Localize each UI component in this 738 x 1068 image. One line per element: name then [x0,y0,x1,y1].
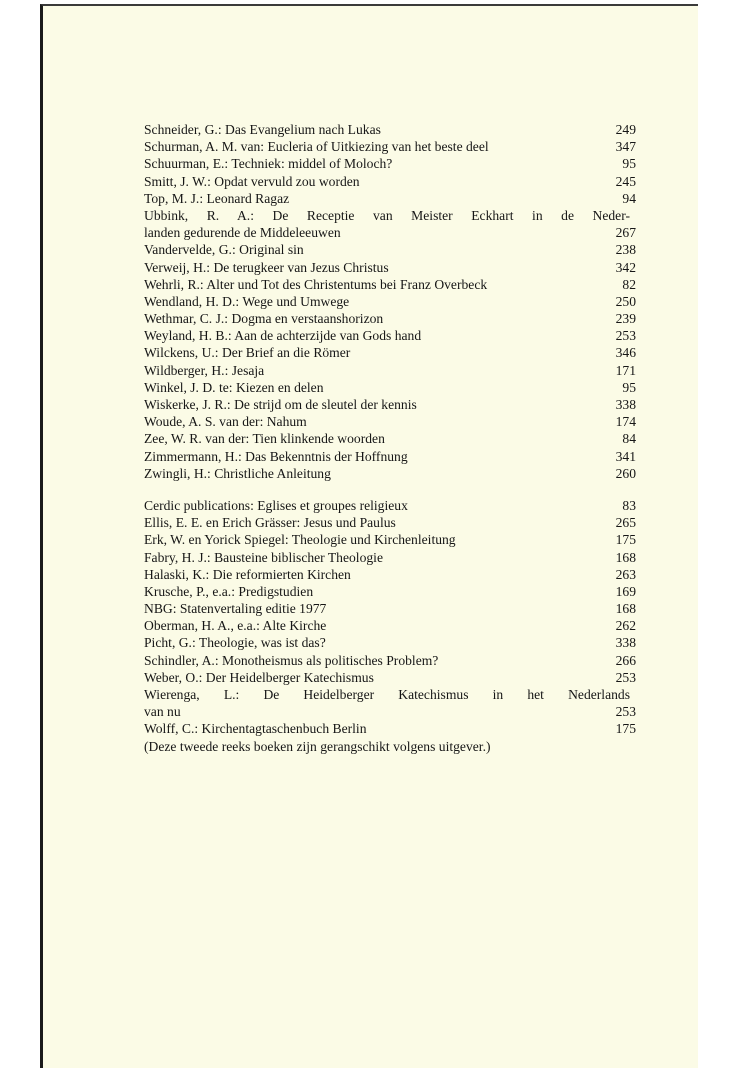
entry-title: Wolff, C.: Kirchentagtaschenbuch Berlin [144,721,367,737]
list-item [144,448,636,465]
list-item [144,497,636,514]
entry-title: Schindler, A.: Monotheismus als politisches Problem? [144,652,439,668]
entry-page: 338 [615,635,636,651]
entry-page: 253 [615,328,636,344]
entry-page: 263 [615,566,636,582]
list-item [144,720,636,737]
entry-page: 338 [615,397,636,412]
entry-title: Zee, W. R. van der: Tien klinkende woorden [144,431,385,447]
entry-title: Wildberger, H.: Jesaja [144,362,265,378]
entry-title: Schneider, G.: Das Evangelium nach Lukas [144,122,381,137]
entry-title: Top, M. J.: Leonard Ragaz [144,190,290,206]
entry-page: 265 [615,515,636,531]
entry-title: Zwingli, H.: Christliche Anleitung [144,465,331,481]
entry-title: van nu [144,704,181,720]
entry-page: 253 [615,669,636,685]
entry-page: 84 [622,431,636,447]
list-item [144,190,636,207]
entry-page: 175 [615,721,636,737]
entry-title: Weyland, H. B.: Aan de achterzijde van Gods hand [144,328,422,344]
entry-title: Ellis, E. E. en Erich Grässer: Jesus und Paulus [144,515,396,531]
entry-page: 245 [615,173,636,189]
entry-page: 94 [622,190,636,206]
entry-page: 83 [622,497,636,513]
entry-page: 239 [615,311,636,327]
list-item [144,224,636,241]
book-page [40,4,698,1068]
entry-title: Schurman, A. M. van: Eucleria of Uitkiezing van het beste deel [144,139,489,155]
list-item [144,703,636,720]
list-item [144,155,636,172]
entry-page: 175 [615,532,636,548]
entry-page: 341 [615,448,636,464]
entry-title: Picht, G.: Theologie, was ist das? [144,635,326,651]
list-item [144,173,636,190]
list-item [144,652,636,669]
entry-title: Vandervelde, G.: Original sin [144,242,304,258]
book-list [144,121,636,755]
list-item [144,600,636,617]
section-gap [144,482,636,497]
entry-title: Winkel, J. D. te: Kiezen en delen [144,379,324,395]
entry-page: 250 [615,293,636,309]
entry-title: Oberman, H. A., e.a.: Alte Kirche [144,618,327,634]
entry-page: 262 [615,618,636,634]
entry-title: Erk, W. en Yorick Spiegel: Theologie und Kirchenleitung [144,532,456,548]
list-item [144,430,636,447]
entry-title: Wiskerke, J. R.: De strijd om de sleutel der kennis [144,397,417,412]
list-item [144,207,636,224]
entry-title: Wierenga, L.: De Heidelberger Katechismus in het Nederlands [144,687,630,702]
entry-page: 95 [622,156,636,172]
list-item [144,617,636,634]
entry-title: Schuurman, E.: Techniek: middel of Moloch? [144,156,393,172]
entry-title: Fabry, H. J.: Bausteine biblischer Theologie [144,549,383,565]
entry-title: Woude, A. S. van der: Nahum [144,414,307,430]
entry-page: 342 [615,259,636,275]
list-item [144,566,636,583]
entry-title: Smitt, J. W.: Opdat vervuld zou worden [144,173,360,189]
entry-title: Wehrli, R.: Alter und Tot des Christentums bei Franz Overbeck [144,276,488,292]
entry-title: Zimmermann, H.: Das Bekenntnis der Hoffnung [144,448,408,464]
list-item [144,362,636,379]
entry-page: 82 [622,276,636,292]
list-item [144,396,636,413]
list-item [144,310,636,327]
entry-page: 95 [622,379,636,395]
entry-page: 171 [615,362,636,378]
list-item [144,583,636,600]
list-item [144,413,636,430]
entry-page: 260 [615,465,636,481]
list-item [144,379,636,396]
list-item [144,327,636,344]
entry-page: 169 [615,583,636,599]
list-item [144,138,636,155]
list-item [144,259,636,276]
entry-page: 238 [615,242,636,258]
list-item [144,276,636,293]
list-item [144,686,636,703]
entry-page: 266 [615,652,636,668]
list-item [144,531,636,548]
list-item [144,465,636,482]
entry-title: Cerdic publications: Eglises et groupes religieux [144,497,408,513]
entry-title: Halaski, K.: Die reformierten Kirchen [144,566,351,582]
list-item [144,634,636,651]
entry-page: 249 [615,122,636,137]
list-item [144,241,636,258]
entry-title: Krusche, P., e.a.: Predigstudien [144,583,314,599]
list-item [144,121,636,138]
list-item [144,669,636,686]
entry-title: Verweij, H.: De terugkeer van Jezus Christus [144,259,389,275]
entry-title: landen gedurende de Middeleeuwen [144,225,341,241]
list-item [144,514,636,531]
entry-page: 168 [615,549,636,565]
entry-title: Wilckens, U.: Der Brief an die Römer [144,345,351,361]
entry-page: 346 [615,345,636,361]
entry-title: Wendland, H. D.: Wege und Umwege [144,293,350,309]
footnote: (Deze tweede reeks boeken zijn gerangschikt volgens uitgever.) [144,738,491,754]
entry-page: 253 [615,704,636,720]
entry-title: NBG: Statenvertaling editie 1977 [144,601,327,617]
entry-page: 267 [615,225,636,241]
entry-page: 168 [615,601,636,617]
entry-title: Wethmar, C. J.: Dogma en verstaanshorizon [144,311,384,327]
list-item [144,344,636,361]
list-item [144,293,636,310]
entry-page: 174 [615,414,636,430]
entry-page: 347 [615,139,636,155]
list-item [144,549,636,566]
entry-title: Ubbink, R. A.: De Receptie van Meister Eckhart in de Neder- [144,207,630,223]
entry-title: Weber, O.: Der Heidelberger Katechismus [144,669,374,685]
